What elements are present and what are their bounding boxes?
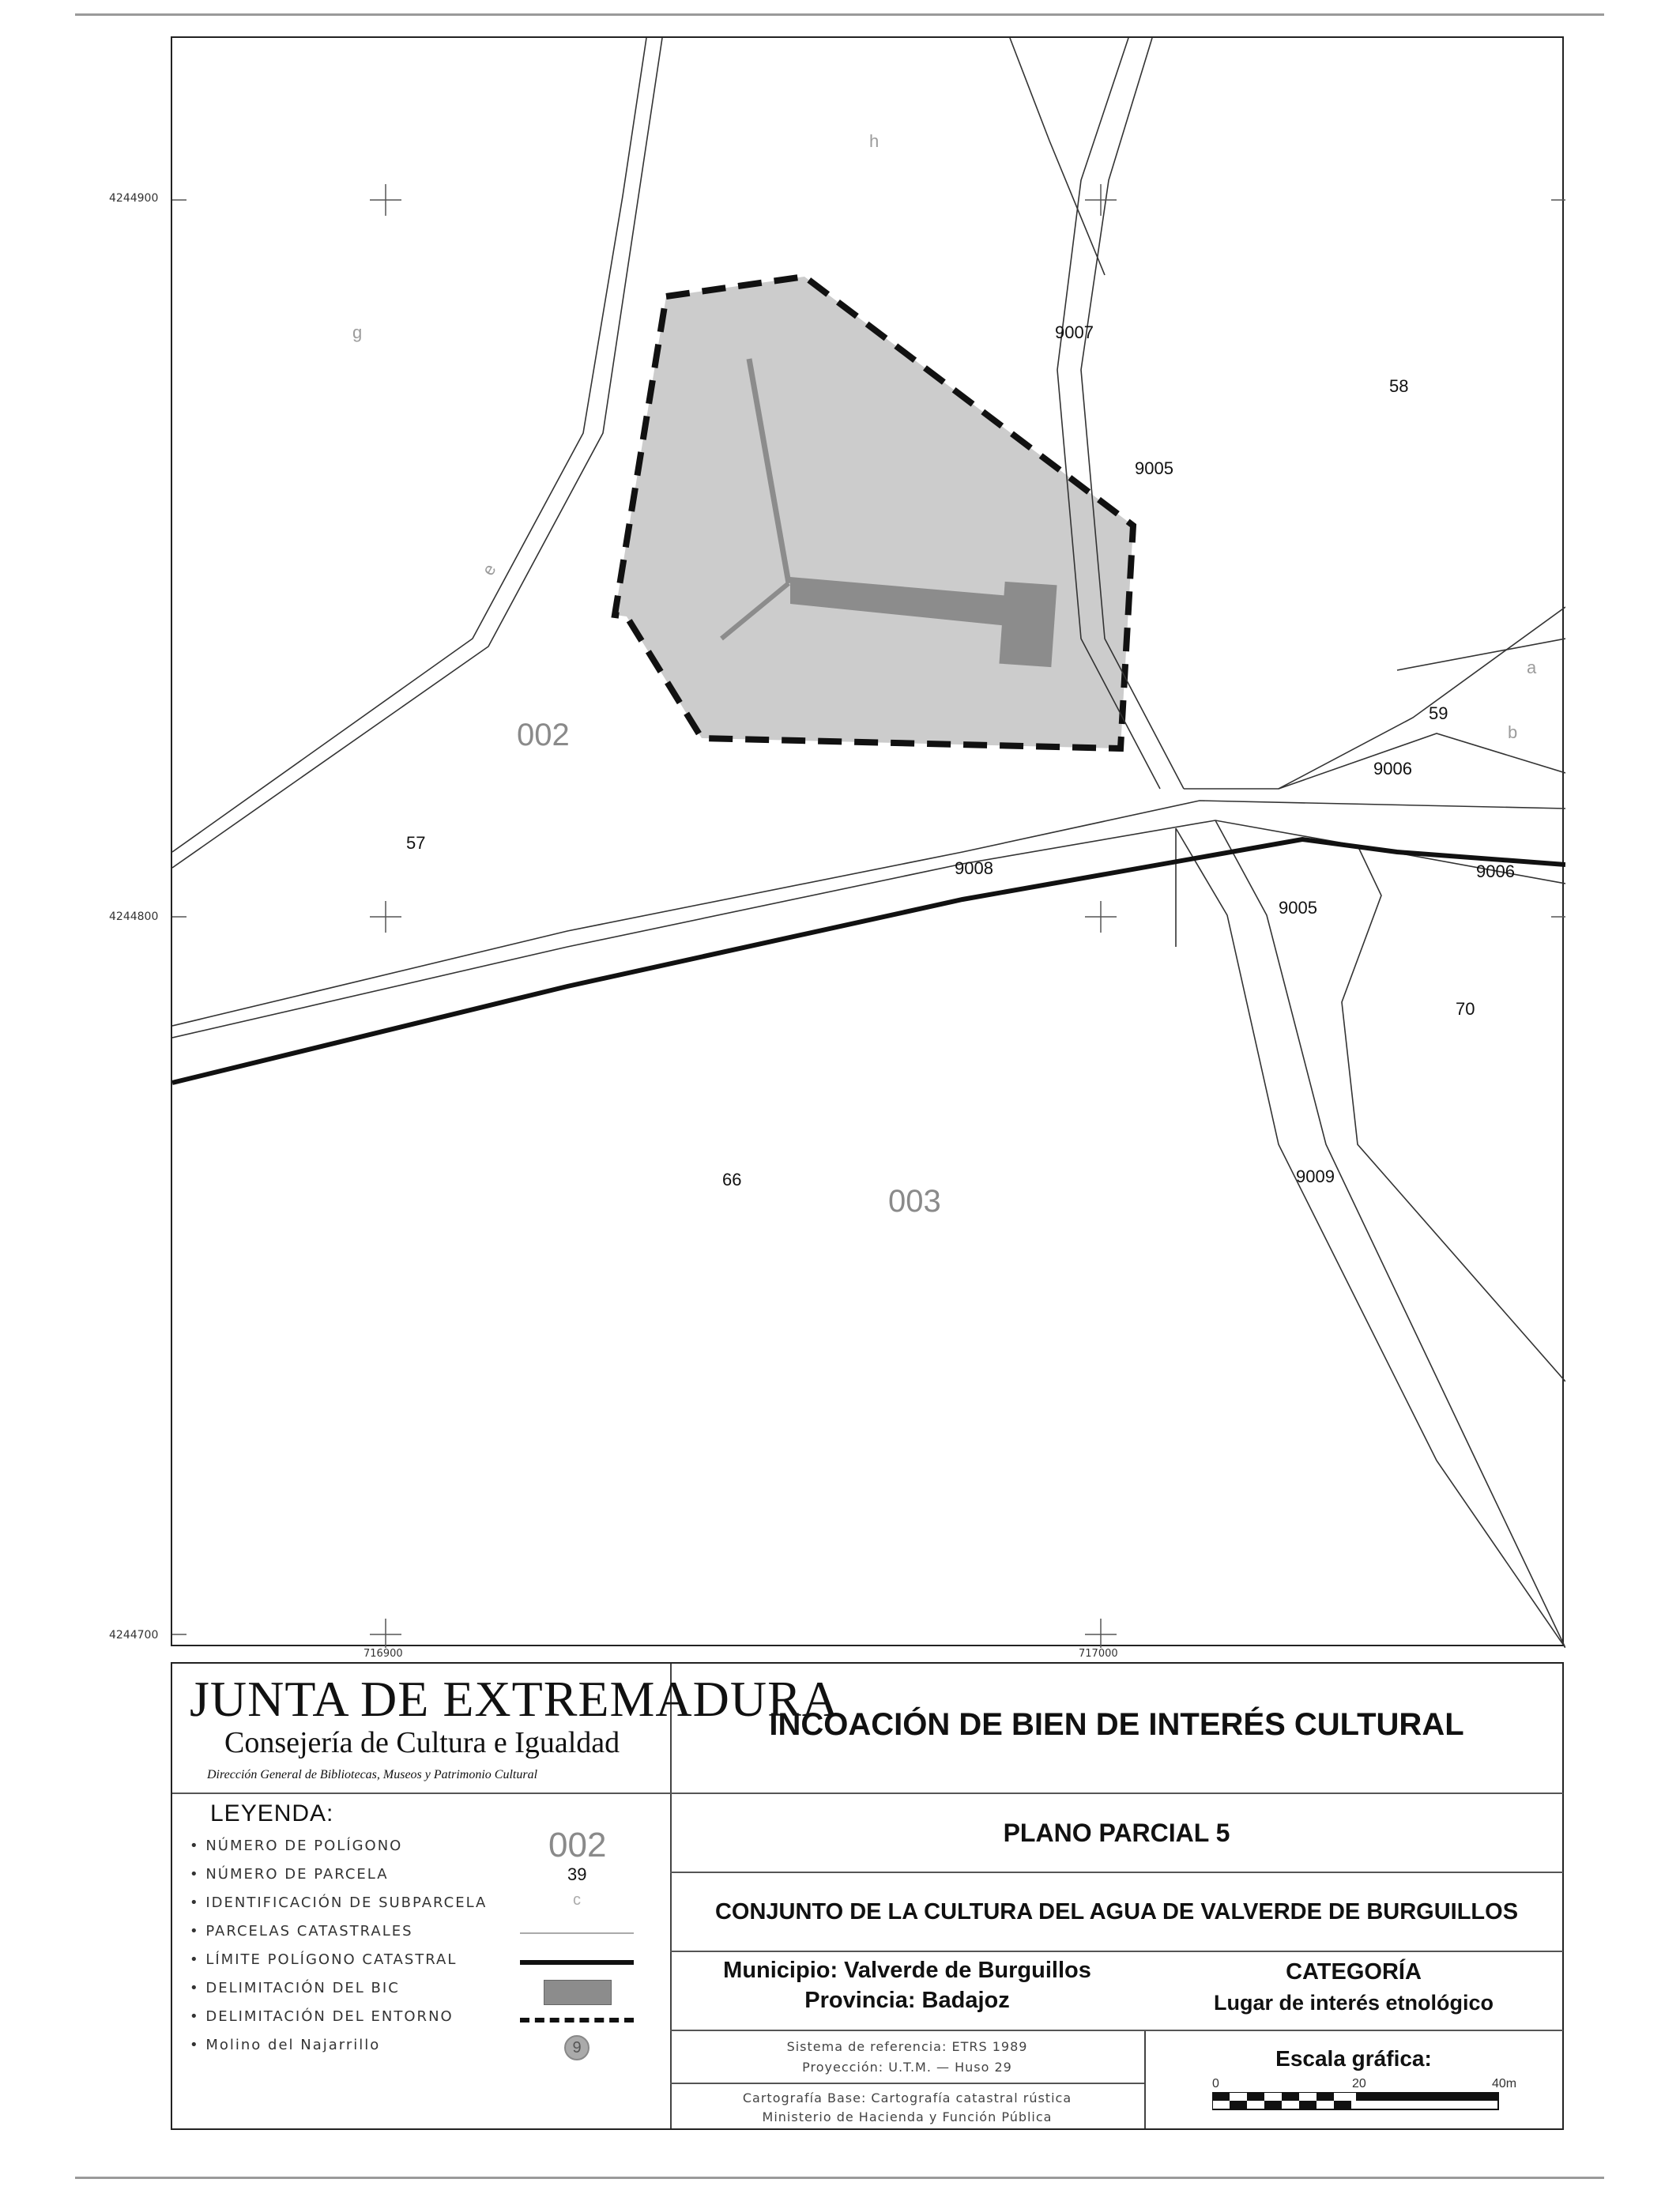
- legend-item: • IDENTIFICACIÓN DE SUBPARCELA: [190, 1894, 488, 1911]
- parcel-number-label: 57: [406, 833, 426, 853]
- bottom-rule: [75, 2177, 1604, 2179]
- scale-title: Escala gráfica:: [1275, 2046, 1432, 2071]
- projection-text: Proyección: U.T.M. — Huso 29: [802, 2060, 1012, 2075]
- polygon-number-label: 002: [517, 718, 570, 752]
- coord-x-2: 717000: [1079, 1648, 1118, 1660]
- legend-sample-bic: [544, 1980, 612, 2005]
- scale-bar: [1212, 2092, 1505, 2111]
- ensemble-title: CONJUNTO DE LA CULTURA DEL AGUA DE VALVERDE DE BURGUILLOS: [714, 1899, 1519, 1924]
- title-block: [171, 1662, 1564, 2130]
- legend-sample-limit-line: [520, 1960, 634, 1965]
- reference-system-text: Sistema de referencia: ETRS 1989: [786, 2039, 1028, 2054]
- parcel-number-label: 70: [1456, 999, 1475, 1019]
- divider: [1144, 2030, 1146, 2128]
- legend-item: • DELIMITACIÓN DEL BIC: [190, 1980, 400, 1996]
- parcel-number-label: 66: [722, 1170, 742, 1189]
- legend-sample-polygon: 002: [548, 1826, 607, 1864]
- divider: [670, 1951, 1563, 1952]
- department-name: Consejería de Cultura e Igualdad: [224, 1726, 620, 1759]
- cadastral-parcels: [172, 38, 1565, 1648]
- scale-tick-0: 0: [1212, 2077, 1219, 2090]
- legend-title: LEYENDA:: [210, 1800, 334, 1826]
- legend-sample-marker: 9: [564, 2035, 590, 2060]
- polygon-number-label: 003: [888, 1184, 941, 1219]
- scale-tick-40: 40m: [1492, 2077, 1517, 2090]
- subparcel-label: a: [1527, 658, 1537, 677]
- base-carto-text: Cartografía Base: Cartografía catastral rústica: [742, 2090, 1072, 2105]
- parcel-number-label: 59: [1429, 703, 1448, 723]
- category-title: CATEGORÍA: [1286, 1959, 1422, 1985]
- category-value: Lugar de interés etnológico: [1213, 1991, 1494, 2015]
- parcel-number-label: 9006: [1373, 759, 1412, 778]
- subparcel-label: h: [869, 131, 880, 151]
- parcel-number-label: 9005: [1279, 898, 1317, 918]
- ministry-text: Ministerio de Hacienda y Función Pública: [762, 2109, 1053, 2124]
- subparcel-label: g: [352, 322, 363, 342]
- entorno-area: [615, 277, 1133, 748]
- parcel-number-label: 9009: [1296, 1167, 1335, 1186]
- municipality-text: Municipio: Valverde de Burguillos: [723, 1958, 1091, 1983]
- divider: [172, 1793, 670, 1794]
- divider: [670, 1872, 1563, 1873]
- legend-sample-parcel: 39: [567, 1864, 587, 1884]
- directorate-name: Dirección General de Bibliotecas, Museos y Patrimonio Cultural: [207, 1768, 538, 1781]
- divider: [1144, 2030, 1563, 2031]
- parcel-number-label: 58: [1389, 376, 1409, 396]
- main-title: INCOACIÓN DE BIEN DE INTERÉS CULTURAL: [769, 1707, 1464, 1742]
- coord-y-2: 4244800: [109, 910, 159, 923]
- coord-y-3: 4244700: [109, 1629, 159, 1642]
- legend-sample-entorno-line: [520, 2018, 634, 2022]
- parcel-number-label: 9008: [955, 858, 993, 878]
- subparcel-label: b: [1508, 722, 1518, 742]
- legend-sample-subparcel: c: [573, 1891, 581, 1909]
- legend-item: • NÚMERO DE POLÍGONO: [190, 1838, 403, 1854]
- legend-item: • DELIMITACIÓN DEL ENTORNO: [190, 2008, 454, 2025]
- cadastral-map: [171, 36, 1564, 1646]
- org-name: JUNTA DE EXTREMADURA: [190, 1671, 839, 1727]
- top-rule: [75, 13, 1604, 16]
- coord-x-1: 716900: [363, 1648, 403, 1660]
- parcel-number-label: 9005: [1135, 458, 1173, 478]
- plan-title: PLANO PARCIAL 5: [1003, 1819, 1230, 1847]
- scale-tick-20: 20: [1352, 2077, 1366, 2090]
- parcel-number-label: 9006: [1476, 861, 1515, 881]
- legend-item: • Molino del Najarrillo: [190, 2037, 381, 2053]
- map-drawing: [172, 38, 1565, 1648]
- parcel-number-label: 9007: [1055, 322, 1094, 342]
- legend-item: • PARCELAS CATASTRALES: [190, 1923, 413, 1940]
- legend-item: • NÚMERO DE PARCELA: [190, 1866, 389, 1883]
- divider: [670, 1793, 1563, 1794]
- coord-y-1: 4244900: [109, 192, 159, 205]
- province-text: Provincia: Badajoz: [804, 1988, 1010, 2013]
- legend-sample-parcel-line: [520, 1932, 634, 1934]
- subparcel-label: e: [477, 560, 500, 579]
- legend-item: • LÍMITE POLÍGONO CATASTRAL: [190, 1951, 458, 1968]
- divider: [670, 2083, 1144, 2084]
